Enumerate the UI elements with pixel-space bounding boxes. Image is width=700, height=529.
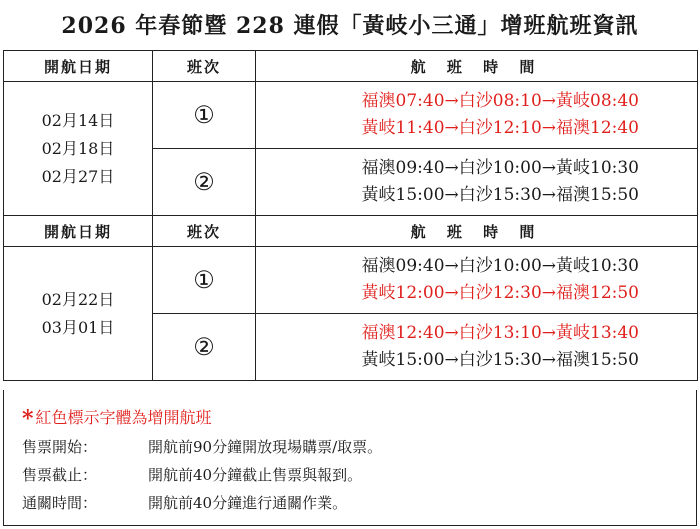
note-ticket-cutoff — [22, 461, 696, 489]
route-line: 黃岐11:40→白沙12:10→福澳12:40 — [361, 118, 639, 138]
shift-number: ② — [153, 149, 256, 216]
route-line: 福澳09:40→白沙10:00→黃岐10:30 — [361, 256, 639, 276]
schedule-table — [3, 50, 698, 381]
date-item: 02月14日 — [41, 110, 115, 130]
page-title: 2026 年春節暨 228 連假「黃岐小三通」增班航班資訊 — [61, 12, 639, 39]
legend-text: 紅色標示字體為增開航班 — [35, 408, 212, 427]
header-date: 開航日期 — [4, 51, 153, 82]
table-row — [4, 82, 698, 149]
route-cell — [256, 314, 698, 381]
shift-number: ① — [153, 82, 256, 149]
note-customs-time — [22, 489, 696, 517]
header-times: 航 班 時 間 — [256, 216, 698, 247]
date-item: 02月27日 — [41, 166, 115, 186]
note-text: 開航前90分鐘開放現場購票/取票。 — [148, 438, 383, 456]
note-label: 售票截止： — [22, 466, 98, 484]
route-cell — [256, 149, 698, 216]
note-text: 開航前40分鐘進行通關作業。 — [148, 494, 348, 512]
note-label: 售票開始： — [22, 438, 98, 456]
route-line: 福澳12:40→白沙13:10→黃岐13:40 — [361, 323, 639, 343]
route-line: 黃岐12:00→白沙12:30→福澳12:50 — [361, 283, 639, 303]
notes-panel — [3, 390, 697, 526]
header-shift: 班次 — [153, 51, 256, 82]
route-line: 黃岐15:00→白沙15:30→福澳15:50 — [361, 185, 639, 205]
shift-number: ② — [153, 314, 256, 381]
date-list-cell — [4, 247, 153, 381]
note-label: 通關時間： — [22, 494, 98, 512]
date-list-cell — [4, 82, 153, 216]
route-line: 福澳07:40→白沙08:10→黃岐08:40 — [361, 91, 639, 111]
added-flight-legend — [22, 404, 696, 433]
note-text: 開航前40分鐘截止售票與報到。 — [148, 466, 363, 484]
date-item: 02月18日 — [41, 138, 115, 158]
date-item: 02月22日 — [41, 289, 115, 309]
table-header-row — [4, 216, 698, 247]
route-cell — [256, 247, 698, 314]
asterisk-icon: * — [22, 406, 34, 432]
shift-number: ① — [153, 247, 256, 314]
table-row — [4, 247, 698, 314]
header-date: 開航日期 — [4, 216, 153, 247]
route-line: 黃岐15:00→白沙15:30→福澳15:50 — [361, 350, 639, 370]
header-shift: 班次 — [153, 216, 256, 247]
header-times: 航 班 時 間 — [256, 51, 698, 82]
note-ticket-start — [22, 433, 696, 461]
route-cell — [256, 82, 698, 149]
date-item: 03月01日 — [41, 317, 115, 337]
table-header-row — [4, 51, 698, 82]
route-line: 福澳09:40→白沙10:00→黃岐10:30 — [361, 158, 639, 178]
